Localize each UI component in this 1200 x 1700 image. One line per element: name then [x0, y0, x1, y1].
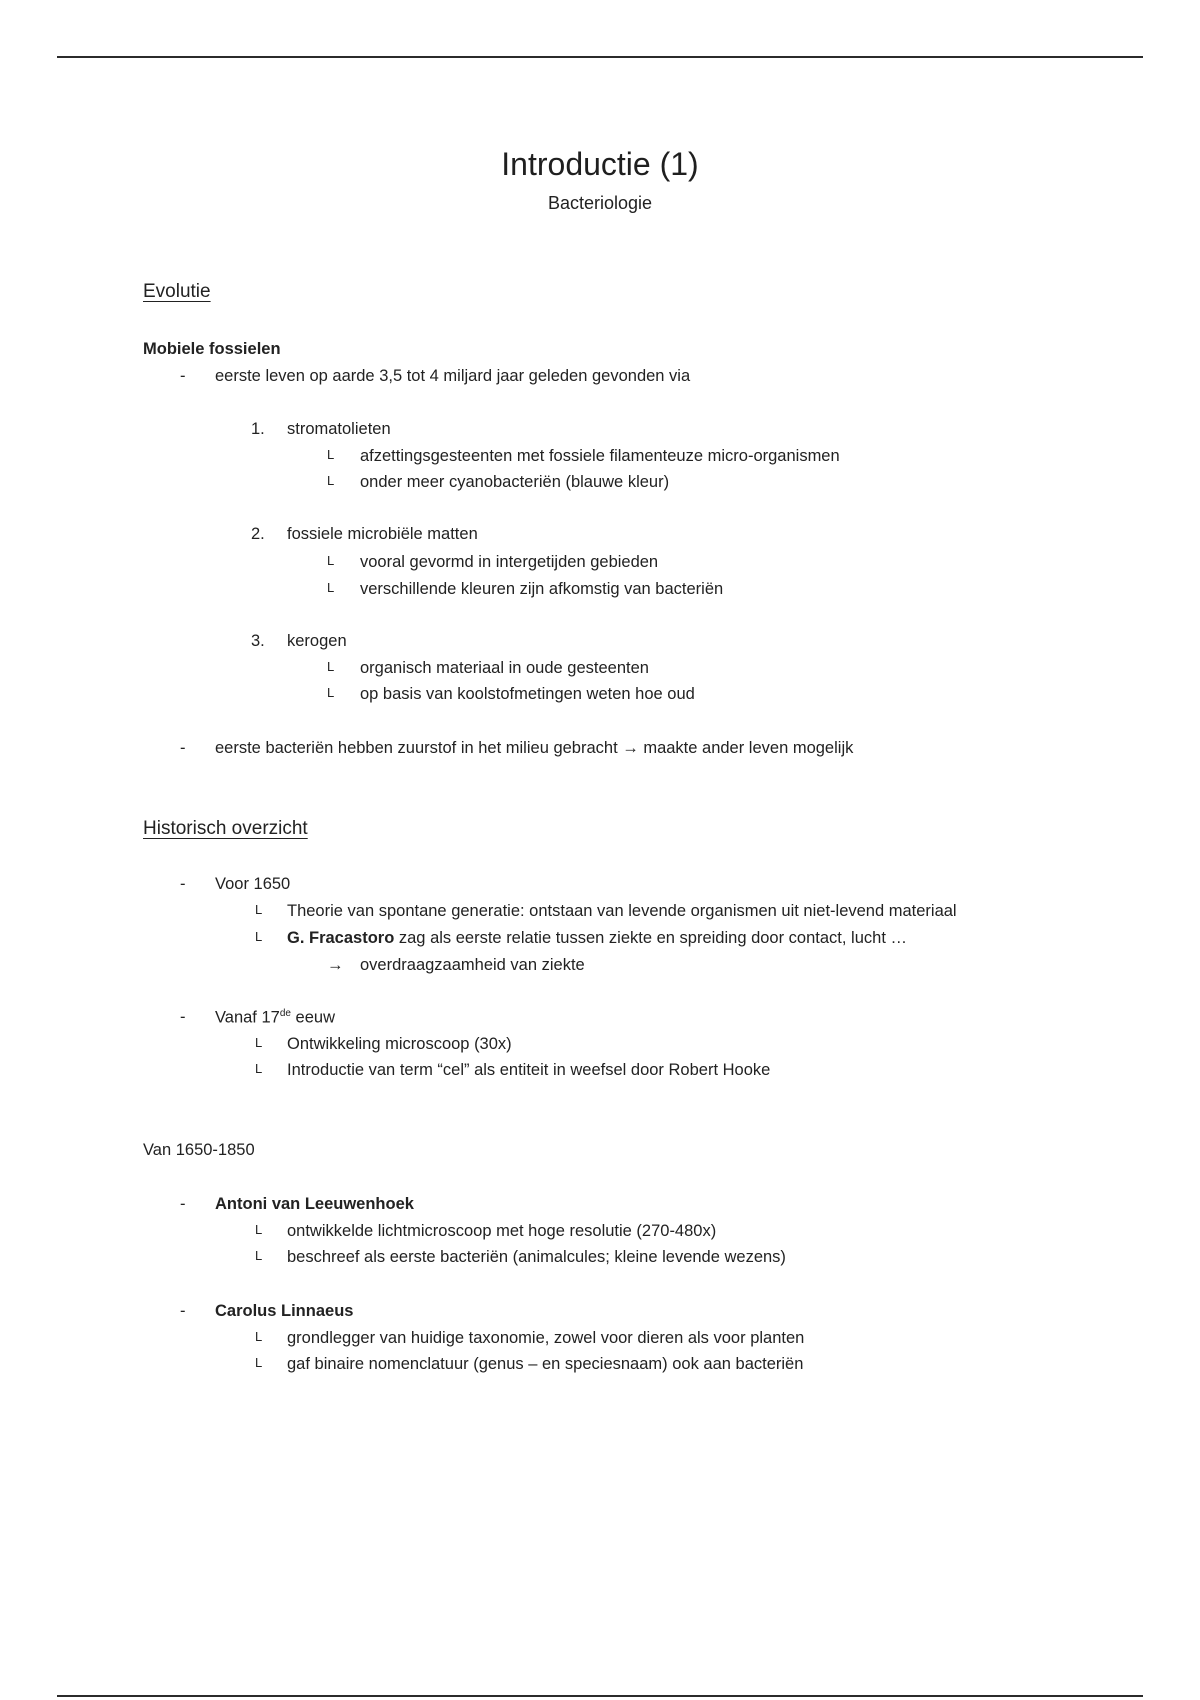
sub-item: Introductie van term “cel” als entiteit in weefsel door Robert Hooke — [287, 1061, 771, 1079]
arrow-icon: → — [327, 956, 344, 974]
bullet-dash: - — [180, 1008, 186, 1026]
corner-icon: L — [255, 902, 263, 917]
sub-item-text: zag als eerste relatie tussen ziekte en spreiding door contact, lucht … — [394, 929, 907, 947]
sub-item — [287, 929, 907, 948]
corner-icon: L — [327, 553, 335, 568]
arrow-item: overdraagzaamheid van ziekte — [360, 956, 585, 974]
bottom-rule — [57, 1695, 1143, 1697]
sub-item: Theorie van spontane generatie: ontstaan van levende organismen uit niet-levend materiaal — [287, 902, 957, 920]
section-heading-historisch: Historisch overzicht — [143, 818, 308, 839]
superscript: de — [279, 1008, 291, 1019]
page-title: Introductie (1) — [501, 146, 699, 182]
subheading-mobiele-fossielen: Mobiele fossielen — [143, 340, 281, 358]
sub-item: organisch materiaal in oude gesteenten — [360, 659, 649, 677]
period-label: Van 1650-1850 — [143, 1141, 255, 1159]
person-name: Antoni van Leeuwenhoek — [215, 1195, 414, 1213]
sub-item: vooral gevormd in intergetijden gebieden — [360, 553, 659, 571]
person-name: Carolus Linnaeus — [215, 1302, 354, 1320]
corner-icon: L — [255, 1035, 263, 1050]
corner-icon: L — [327, 685, 335, 700]
label-pre: Vanaf 17 — [215, 1008, 280, 1027]
label-post: eeuw — [290, 1008, 335, 1027]
corner-icon: L — [255, 929, 263, 944]
corner-icon: L — [255, 1329, 263, 1344]
list-item: Voor 1650 — [215, 875, 291, 893]
sub-item: ontwikkelde lichtmicroscoop met hoge resolutie (270-480x) — [287, 1222, 717, 1240]
item-number: 1. — [251, 420, 265, 438]
sub-item: gaf binaire nomenclatuur (genus – en speciesnaam) ook aan bacteriën — [287, 1355, 804, 1373]
list-item-label: fossiele microbiële matten — [287, 525, 478, 543]
sub-item: op basis van koolstofmetingen weten hoe oud — [360, 685, 695, 703]
bullet-dash: - — [180, 875, 186, 893]
item-number: 3. — [251, 632, 265, 650]
corner-icon: L — [255, 1248, 263, 1263]
list-item-label: stromatolieten — [287, 420, 391, 438]
sub-item: afzettingsgesteenten met fossiele filamenteuze micro-organismen — [360, 447, 840, 465]
page-subtitle: Bacteriologie — [547, 193, 653, 213]
sub-item: verschillende kleuren zijn afkomstig van bacteriën — [360, 580, 724, 598]
corner-icon: L — [327, 473, 335, 488]
name-fracastoro: G. Fracastoro — [287, 929, 395, 947]
corner-icon: L — [327, 580, 335, 595]
item-number: 2. — [251, 525, 265, 543]
list-item — [215, 1008, 335, 1028]
corner-icon: L — [255, 1061, 263, 1076]
bullet-dash: - — [180, 1195, 186, 1213]
sub-item: onder meer cyanobacteriën (blauwe kleur) — [360, 473, 670, 491]
section-heading-evolutie: Evolutie — [143, 281, 211, 302]
top-rule — [57, 56, 1143, 58]
sub-item: Ontwikkeling microscoop (30x) — [287, 1035, 512, 1053]
bullet-dash: - — [180, 367, 186, 385]
bullet-dash: - — [180, 739, 186, 757]
corner-icon: L — [327, 659, 335, 674]
corner-icon: L — [255, 1222, 263, 1237]
bullet-dash: - — [180, 1302, 186, 1320]
corner-icon: L — [327, 447, 335, 462]
list-item: eerste leven op aarde 3,5 tot 4 miljard jaar geleden gevonden via — [215, 367, 691, 385]
sub-item: beschreef als eerste bacteriën (animalcules; kleine levende wezens) — [287, 1248, 786, 1266]
list-item-label: kerogen — [287, 632, 347, 650]
corner-icon: L — [255, 1355, 263, 1370]
sub-item: grondlegger van huidige taxonomie, zowel voor dieren als voor planten — [287, 1329, 805, 1347]
list-item: eerste bacteriën hebben zuurstof in het milieu gebracht → maakte ander leven mogelijk — [215, 739, 854, 757]
